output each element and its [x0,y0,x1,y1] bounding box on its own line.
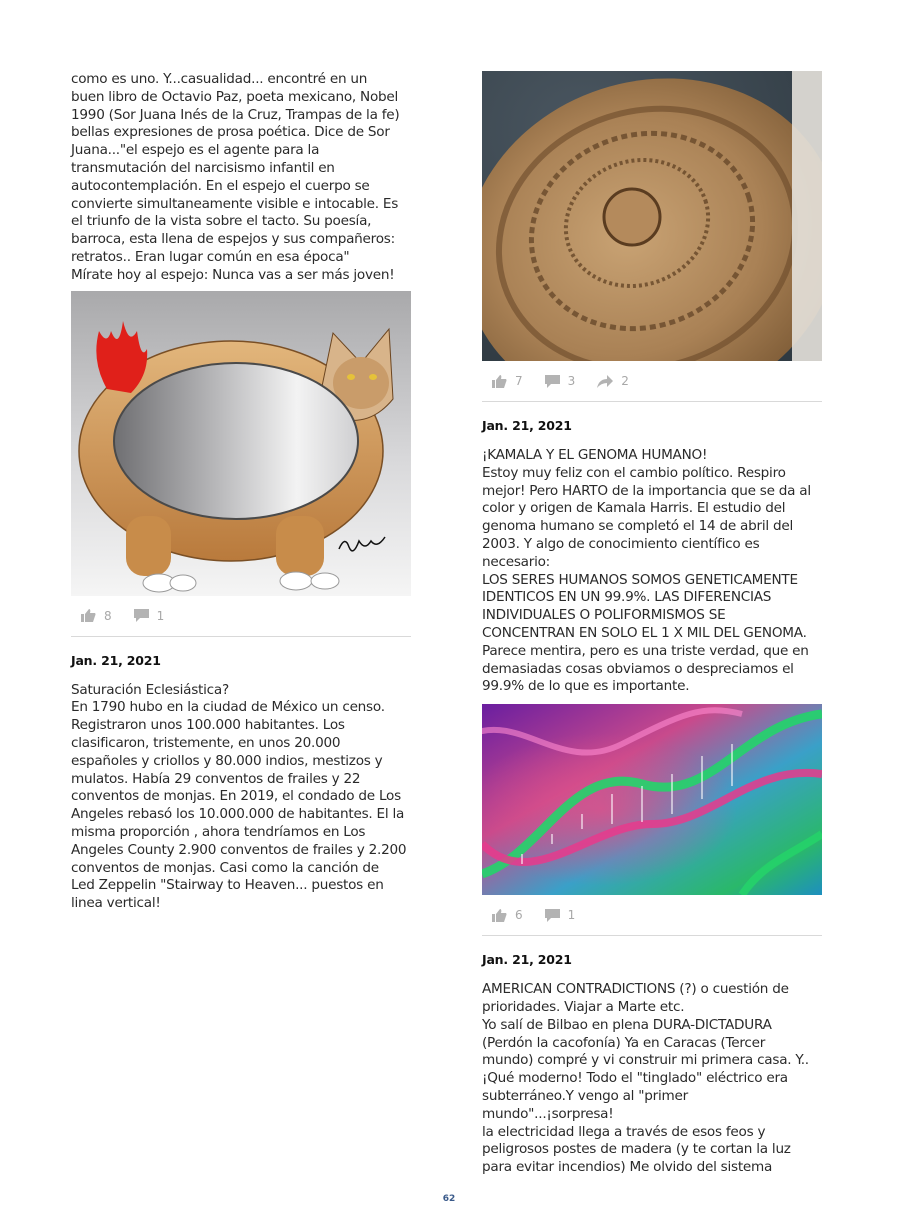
comment-count: 1 [156,608,165,623]
like-stat[interactable] [492,374,523,388]
text-line: Led Zeppelin "Stairway to Heaven... puestos en [71,877,384,894]
text-line: bellas expresiones de prosa poética. Dice de Sor [71,124,390,141]
text-line: Mírate hoy al espejo: Nunca vas a ser más joven! [71,266,395,283]
thumbs-up-icon [81,609,96,622]
comment-count: 1 [567,908,576,923]
like-count: 7 [515,374,523,388]
share-icon [597,375,613,388]
text-line: INDIVIDUALES O POLIFORMISMOS SE [482,607,726,624]
text-line: conventos de monjas. Casi como la canción de [71,859,379,876]
text-line: genoma humano se completó el 14 de abril del [482,518,793,535]
text-line: demasiadas cosas obviamos o despreciamos el [482,660,794,677]
comment-stat[interactable] [134,609,165,623]
text-line: Yo salí de Bilbao en plena DURA-DICTADURA [482,1016,772,1033]
text-line: 99.9% de lo que es importante. [482,678,690,695]
text-line: mundo) compré y vi construir mi primera casa. Y.. [482,1052,809,1069]
comment-stat[interactable] [545,374,576,388]
text-line: mejor! Pero HARTO de la importancia que se da al [482,482,811,499]
comment-count: 3 [567,374,576,388]
text-line: Angeles County 2.900 conventos de frailes y 2.200 [71,841,407,858]
text-line: IDENTICOS EN UN 99.9%. LAS DIFERENCIAS [482,589,772,606]
like-stat[interactable] [81,609,112,623]
text-line: 2003. Y algo de conocimiento científico es [482,535,760,552]
text-line: ¡Qué moderno! Todo el "tinglado" eléctrico era [482,1070,788,1087]
text-line: la electricidad llega a través de esos feos y [482,1123,766,1140]
cat-mirror-image [71,291,411,596]
like-count: 8 [104,608,112,623]
text-line: retratos.. Eran lugar común en esa época" [71,248,350,265]
like-stat[interactable] [492,908,523,922]
share-count: 2 [621,374,629,388]
text-line: buen libro de Octavio Paz, poeta mexicano, Nobel [71,88,399,105]
page-number: 62 [442,1194,456,1204]
text-line: (Perdón la cacofonía) Ya en Caracas (Tercer [482,1034,766,1051]
text-line: subterráneo.Y vengo al "primer [482,1087,688,1104]
left-column [71,71,411,913]
text-line: En 1790 hubo en la ciudad de México un censo. [71,699,385,716]
text-line: clasificaron, tristemente, en unos 20.000 [71,734,341,751]
comment-stat[interactable] [545,908,576,922]
text-line: Angeles rebasó los 10.000.000 de habitantes. El la [71,806,405,823]
comment-icon [545,375,560,388]
post-stats [482,361,822,402]
post-text [482,981,822,1177]
text-line: LOS SERES HUMANOS SOMOS GENETICAMENTE [482,571,798,588]
text-line: autocontemplación. En el espejo el cuerpo se [71,177,370,194]
text-line: 1990 (Sor Juana Inés de la Cruz, Trampas de la fe) [71,106,400,123]
dna-helix-art [482,704,822,895]
thumbs-up-icon [492,375,507,388]
text-line: barroca, esta llena de espejos y sus compañeros: [71,231,395,248]
text-line: españoles y criollos y 80.000 indios, mestizos y [71,752,383,769]
cat-mirror-illustration[interactable] [71,291,411,596]
text-line: necesario: [482,553,550,570]
comment-icon [545,909,560,922]
text-line: transmutación del narcisismo infantil en [71,159,335,176]
post-stats [71,596,411,637]
text-line: ¡KAMALA Y EL GENOMA HUMANO! [482,447,708,463]
text-line: misma proporción , ahora tendríamos en Los [71,823,366,840]
thumbs-up-icon [492,909,507,922]
text-line: prioridades. Viajar a Marte etc. [482,998,685,1015]
text-line: linea vertical! [71,895,161,912]
text-line: Estoy muy feliz con el cambio político. Respiro [482,464,786,481]
aztec-calendar-image [482,71,822,361]
text-line: Parece mentira, pero es una triste verdad, que en [482,642,809,659]
post-date: Jan. 21, 2021 [482,418,572,433]
post-date: Jan. 21, 2021 [482,952,572,968]
text-line: AMERICAN CONTRADICTIONS (?) o cuestión de [482,981,789,998]
text-line: mundo"...¡sorpresa! [482,1105,614,1122]
post-text [71,682,411,913]
text-line: peligrosos postes de madera (y te cortan la luz [482,1141,791,1158]
text-line: Saturación Eclesiástica? [71,681,229,698]
post-text [482,447,822,696]
text-line: el triunfo de la vista sobre el tacto. Su poesía, [71,213,372,230]
text-line: CONCENTRAN EN SOLO EL 1 X MIL DEL GENOMA. [482,624,807,641]
post-stats [482,895,822,936]
intro-text [71,71,411,285]
text-line: como es uno. Y...casualidad... encontré en un [71,71,368,87]
text-line: Registraron unos 100.000 habitantes. Los [71,717,345,734]
text-line: color y origen de Kamala Harris. El estudio del [482,500,786,517]
dna-helix-image[interactable] [482,704,822,895]
like-count: 6 [515,908,523,923]
text-line: mulatos. Había 29 conventos de frailes y 22 [71,770,361,787]
comment-icon [134,609,149,622]
share-stat[interactable] [597,374,629,388]
text-line: convierte simultaneamente visible e intocable. Es [71,195,399,212]
text-line: para evitar incendios) Me olvido del sistema [482,1159,773,1176]
post-date: Jan. 21, 2021 [71,652,161,668]
right-column [482,71,822,1177]
text-line: conventos de monjas. En 2019, el condado de Los [71,788,401,805]
aztec-calendar-photo[interactable] [482,71,822,361]
text-line: Juana..."el espejo es el agente para la [71,142,320,159]
